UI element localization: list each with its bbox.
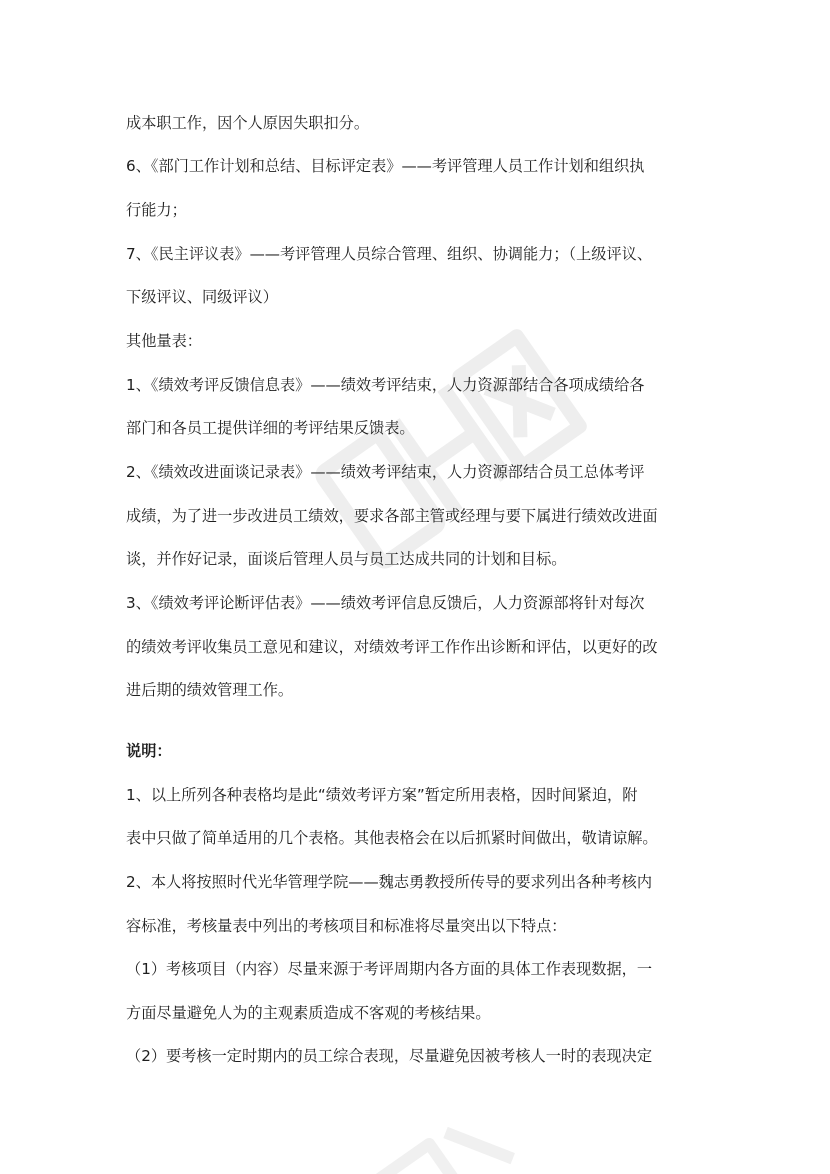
section-heading: 说明： (126, 742, 172, 760)
text-line: 容标准，考核量表中列出的考核项目和标准将尽量突出以下特点： (126, 917, 567, 935)
text-line: 7、《民主评议表》——考评管理人员综合管理、组织、协调能力；（上级评议、 (126, 245, 653, 263)
text-line: 方面尽量避免人为的主观素质造成不客观的考核结果。 (126, 1004, 491, 1022)
text-line: （1）考核项目（内容）尽量来源于考评周期内各方面的具体工作表现数据，一 (126, 960, 653, 978)
text-line: 成本职工作，因个人原因失职扣分。 (126, 114, 369, 132)
text-line: 部门和各员工提供详细的考评结果反馈表。 (126, 419, 415, 437)
text-line: 成绩，为了进一步改进员工绩效，要求各部主管或经理与要下属进行绩效改进面 (126, 507, 658, 525)
text-line: 2、《绩效改进面谈记录表》——绩效考评结束，人力资源部结合员工总体考评 (126, 463, 645, 481)
text-line: 3、《绩效考评论断评估表》——绩效考评信息反馈后，人力资源部将针对每次 (126, 594, 645, 612)
text-line: 其他量表： (126, 332, 202, 350)
text-line: 1、《绩效考评反馈信息表》——绩效考评结束，人力资源部结合各项成绩给各 (126, 376, 645, 394)
text-line: 谈，并作好记录，面谈后管理人员与员工达成共同的计划和目标。 (126, 550, 567, 568)
text-line: 的绩效考评收集员工意见和建议，对绩效考评工作作出诊断和评估，以更好的改 (126, 638, 658, 656)
text-line: 进后期的绩效管理工作。 (126, 681, 294, 699)
text-line: 下级评议、同级评议） (126, 288, 278, 306)
text-line: 6、《部门工作计划和总结、目标评定表》——考评管理人员工作计划和组织执 (126, 157, 645, 175)
text-line: （2）要考核一定时期内的员工综合表现，尽量避免因被考核人一时的表现决定 (126, 1047, 653, 1065)
watermark-logo-bottom (330, 1090, 530, 1174)
text-line: 表中只做了简单适用的几个表格。其他表格会在以后抓紧时间做出，敬请谅解。 (126, 829, 658, 847)
text-line: 1、以上所列各种表格均是此“绩效考评方案”暂定所用表格，因时间紧迫，附 (126, 786, 638, 804)
text-line: 2、本人将按照时代光华管理学院——魏志勇教授所传导的要求列出各种考核内 (126, 873, 653, 891)
text-line: 行能力； (126, 201, 187, 219)
